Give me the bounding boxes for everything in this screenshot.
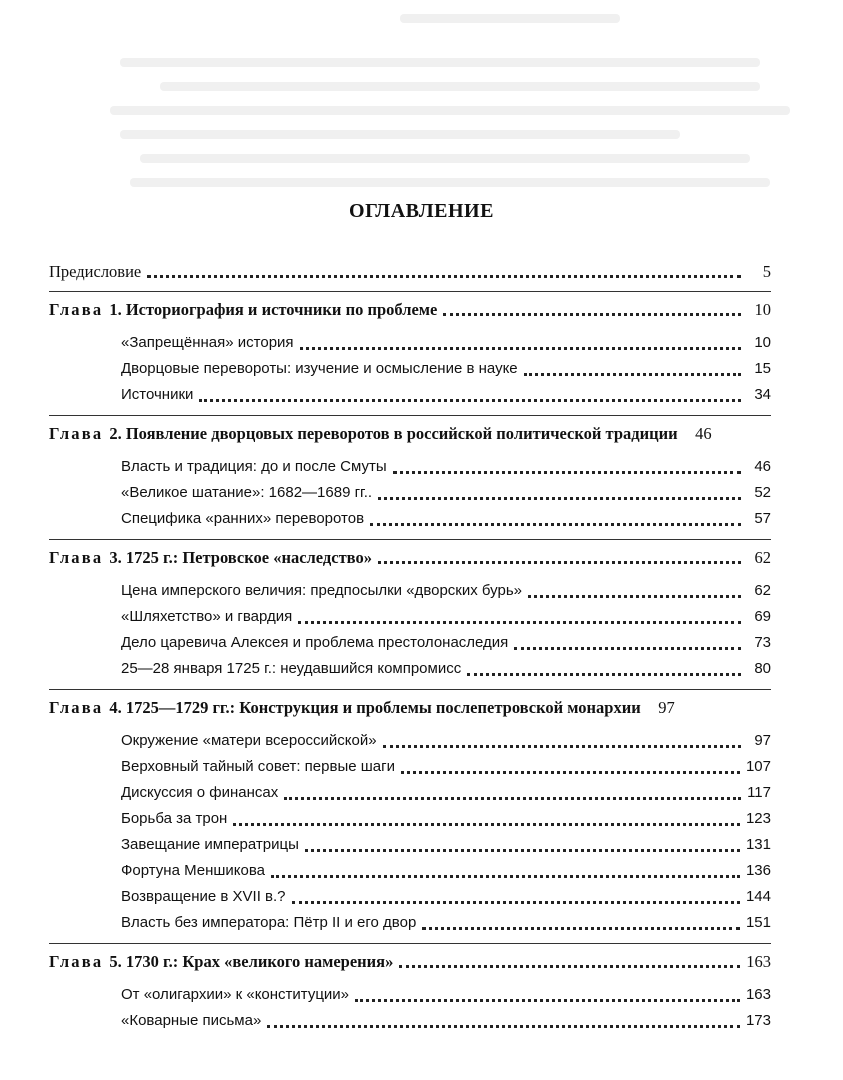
- chapter-heading: 3. 1725 г.: Петровское «наследство»: [109, 548, 372, 567]
- toc-section[interactable]: [49, 728, 771, 754]
- page-title: ОГЛАВЛЕНИЕ: [349, 200, 494, 222]
- toc-entry-title: Предисловие: [49, 262, 142, 281]
- dot-leader: [378, 560, 741, 564]
- dot-leader: [393, 470, 741, 474]
- show-through-text: [0, 0, 843, 200]
- chapter-heading: 5. 1730 г.: Крах «великого намерения»: [109, 952, 394, 971]
- toc-section[interactable]: [49, 480, 771, 506]
- toc-section[interactable]: [49, 656, 771, 682]
- toc-section-title: Дело царевича Алексея и проблема престолонаследия: [121, 634, 509, 651]
- toc-page-number: 62: [754, 548, 771, 567]
- toc-page-number: 10: [754, 334, 771, 351]
- toc-section[interactable]: [49, 806, 771, 832]
- toc-section[interactable]: [49, 982, 771, 1008]
- chapter-label: Глава: [49, 424, 104, 443]
- dot-leader: [399, 964, 740, 968]
- dot-leader: [292, 900, 740, 904]
- chapter-heading: 1. Историография и источники по проблеме: [109, 300, 438, 319]
- chapter-heading: 2. Появление дворцовых переворотов в российской политической традиции: [109, 424, 678, 443]
- toc-section[interactable]: [49, 578, 771, 604]
- toc-section-title: Власть и традиция: до и после Смуты: [121, 458, 387, 475]
- table-of-contents: [49, 260, 771, 1041]
- toc-chapter-title: [49, 696, 641, 720]
- toc-section-title: Власть без императора: Пётр II и его двор: [121, 914, 417, 931]
- toc-section-title: «Коварные письма»: [121, 1012, 262, 1029]
- toc-section-title: Дворцовые перевороты: изучение и осмысление в науке: [121, 360, 518, 377]
- toc-section[interactable]: [49, 630, 771, 656]
- toc-section[interactable]: [49, 454, 771, 480]
- toc-section-title: Дискуссия о финансах: [121, 784, 279, 801]
- toc-section[interactable]: [49, 832, 771, 858]
- toc-chapter-title: [49, 298, 437, 322]
- toc-page-number: 117: [747, 784, 771, 801]
- toc-chapter-2[interactable]: [49, 416, 771, 446]
- toc-chapter-title: [49, 950, 393, 974]
- dot-leader: [524, 372, 741, 376]
- toc-entry-preface[interactable]: [49, 260, 771, 284]
- toc-section[interactable]: [49, 330, 771, 356]
- toc-section-title: Цена имперского величия: предпосылки «дворских бурь»: [121, 582, 523, 599]
- toc-page-number: 69: [754, 608, 771, 625]
- toc-page-number: 144: [745, 888, 771, 905]
- dot-leader: [284, 796, 741, 800]
- toc-section[interactable]: [49, 506, 771, 532]
- dot-leader: [147, 274, 741, 278]
- toc-page-number: 131: [745, 836, 771, 853]
- toc-section[interactable]: [49, 754, 771, 780]
- toc-section-title: От «олигархии» к «конституции»: [121, 986, 350, 1003]
- dot-leader: [401, 770, 740, 774]
- dot-leader: [271, 874, 740, 878]
- chapter-label: Глава: [49, 548, 104, 567]
- toc-page-number: 57: [754, 510, 771, 527]
- toc-page-number: 163: [746, 952, 771, 971]
- toc-page-number: 97: [658, 698, 675, 717]
- toc-section[interactable]: [49, 604, 771, 630]
- toc-page-number: 97: [754, 732, 771, 749]
- toc-section-title: 25—28 января 1725 г.: неудавшийся компромисс: [121, 660, 462, 677]
- toc-page-number: 46: [695, 424, 712, 443]
- toc-chapter-4[interactable]: [49, 690, 771, 720]
- toc-chapter-title: [49, 546, 372, 570]
- toc-page-number: 80: [754, 660, 771, 677]
- dot-leader: [467, 672, 741, 676]
- dot-leader: [383, 744, 741, 748]
- chapter-label: Глава: [49, 952, 104, 971]
- chapter-heading: 4. 1725—1729 гг.: Конструкция и проблемы послепетровской монархии: [109, 698, 641, 717]
- toc-page-number: 173: [745, 1012, 771, 1029]
- toc-section-title: Специфика «ранних» переворотов: [121, 510, 365, 527]
- toc-section-title: Окружение «матери всероссийской»: [121, 732, 377, 749]
- toc-section-title: «Великое шатание»: 1682—1689 гг..: [121, 484, 373, 501]
- dot-leader: [300, 346, 741, 350]
- toc-page-number: 46: [754, 458, 771, 475]
- toc-section-title: Завещание императрицы: [121, 836, 299, 853]
- dot-leader: [422, 926, 740, 930]
- dot-leader: [370, 522, 741, 526]
- toc-chapter-1[interactable]: [49, 292, 771, 322]
- toc-page-number: 15: [754, 360, 771, 377]
- toc-section[interactable]: [49, 884, 771, 910]
- toc-section-title: «Запрещённая» история: [121, 334, 294, 351]
- chapter-label: Глава: [49, 698, 104, 717]
- toc-page-number: 10: [754, 300, 771, 319]
- toc-page-number: 136: [745, 862, 771, 879]
- toc-section-title: «Шляхетство» и гвардия: [121, 608, 293, 625]
- dot-leader: [528, 594, 741, 598]
- toc-page-number: 151: [745, 914, 771, 931]
- toc-section-title: Борьба за трон: [121, 810, 228, 827]
- dot-leader: [443, 312, 741, 316]
- toc-section-title: Фортуна Меншикова: [121, 862, 266, 879]
- dot-leader: [233, 822, 740, 826]
- chapter-label: Глава: [49, 300, 104, 319]
- toc-section[interactable]: [49, 1008, 771, 1034]
- dot-leader: [199, 398, 741, 402]
- toc-page-number: 62: [754, 582, 771, 599]
- toc-page-number: 123: [745, 810, 771, 827]
- dot-leader: [378, 496, 741, 500]
- toc-chapter-title: [49, 422, 678, 446]
- toc-page-number: 163: [745, 986, 771, 1003]
- toc-page-number: 73: [754, 634, 771, 651]
- toc-section[interactable]: [49, 382, 771, 408]
- toc-section[interactable]: [49, 910, 771, 936]
- toc-page-number: 34: [754, 386, 771, 403]
- toc-section-title: Возвращение в XVII в.?: [121, 888, 286, 905]
- toc-page-number: 107: [745, 758, 771, 775]
- toc-section[interactable]: [49, 858, 771, 884]
- toc-page-number: 5: [762, 262, 771, 281]
- dot-leader: [514, 646, 741, 650]
- toc-section-title: Верховный тайный совет: первые шаги: [121, 758, 395, 775]
- toc-section[interactable]: [49, 780, 771, 806]
- toc-chapter-3[interactable]: [49, 540, 771, 570]
- dot-leader: [305, 848, 740, 852]
- dot-leader: [355, 998, 740, 1002]
- toc-section[interactable]: [49, 356, 771, 382]
- dot-leader: [298, 620, 741, 624]
- toc-chapter-5[interactable]: [49, 944, 771, 974]
- toc-section-title: Источники: [121, 386, 194, 403]
- toc-page-number: 52: [754, 484, 771, 501]
- dot-leader: [267, 1024, 740, 1028]
